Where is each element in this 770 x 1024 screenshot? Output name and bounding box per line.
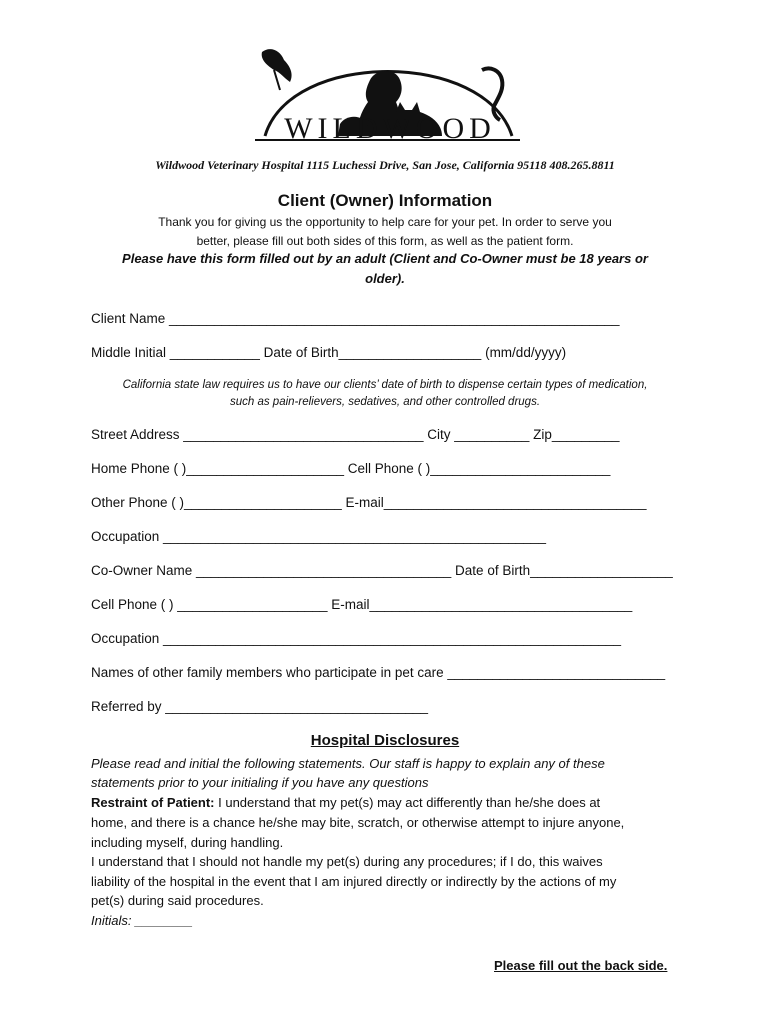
adult-notice-line-2: older).: [365, 271, 405, 286]
coowner-name-dob-field[interactable]: Co-Owner Name __________________________________ Date of Birth___________________: [91, 563, 673, 578]
restraint-line-1: [91, 795, 600, 810]
disclosures-title: Hospital Disclosures: [310, 732, 460, 749]
handling-line-2: liability of the hospital in the event that I am injured directly or indirectly by the actions of my: [91, 874, 617, 889]
back-side-note: Please fill out the back side.: [494, 958, 668, 973]
restraint-label: Restraint of Patient:: [91, 795, 215, 810]
hospital-address: Wildwood Veterinary Hospital 1115 Luchessi Drive, San Jose, California 95118 408.265.8811: [155, 158, 615, 172]
family-members-field[interactable]: Names of other family members who participate in pet care _____________________________: [91, 665, 666, 680]
logo-wordmark: WILDWOOD: [284, 112, 496, 145]
other-phone-email-field[interactable]: Other Phone ( )_____________________ E-mail___________________________________: [91, 495, 647, 510]
adult-notice-line-1: Please have this form filled out by an adult (Client and Co-Owner must be 18 years or: [122, 251, 648, 266]
coowner-cell-email-field[interactable]: Cell Phone ( ) ____________________ E-mail___________________________________: [91, 597, 633, 612]
law-note-line-1: California state law requires us to have our clients’ date of birth to dispense certain types of medication,: [122, 379, 648, 391]
middle-initial-dob-field[interactable]: Middle Initial ____________ Date of Birth___________________ (mm/dd/yyyy): [91, 345, 567, 360]
intro-line-2: better, please fill out both sides of this form, as well as the patient form.: [196, 234, 574, 248]
disclosures-intro-line-2: statements prior to your initialing if you have any questions: [91, 775, 429, 790]
handling-line-3: pet(s) during said procedures.: [91, 893, 264, 908]
client-name-field[interactable]: Client Name ____________________________________________________________: [91, 311, 620, 326]
form-title: Client (Owner) Information: [277, 191, 493, 210]
restraint-line-2: home, and there is a chance he/she may bite, scratch, or otherwise attempt to injure anyone,: [91, 815, 625, 830]
initials-field[interactable]: Initials: ________: [91, 913, 193, 928]
intro-line-1: Thank you for giving us the opportunity to help care for your pet. In order to serve you: [158, 215, 612, 229]
referred-by-field[interactable]: Referred by ___________________________________: [91, 699, 429, 714]
restraint-line-3: including myself, during handling.: [91, 835, 284, 850]
handling-line-1: I understand that I should not handle my pet(s) during any procedures; if I do, this waives: [91, 854, 603, 869]
occupation-field[interactable]: Occupation ___________________________________________________: [91, 529, 546, 544]
disclosures-intro-line-1: Please read and initial the following statements. Our staff is happy to explain any of these: [91, 756, 605, 771]
home-cell-phone-field[interactable]: Home Phone ( )_____________________ Cell Phone ( )________________________: [91, 461, 611, 476]
law-note-line-2: such as pain-relievers, sedatives, and other controlled drugs.: [229, 396, 541, 408]
street-address-field[interactable]: Street Address ________________________________ City __________ Zip_________: [91, 427, 620, 442]
coowner-occupation-field[interactable]: Occupation _____________________________________________________________: [91, 631, 622, 646]
restraint-text: I understand that my pet(s) may act differently than he/she does at: [214, 795, 601, 810]
